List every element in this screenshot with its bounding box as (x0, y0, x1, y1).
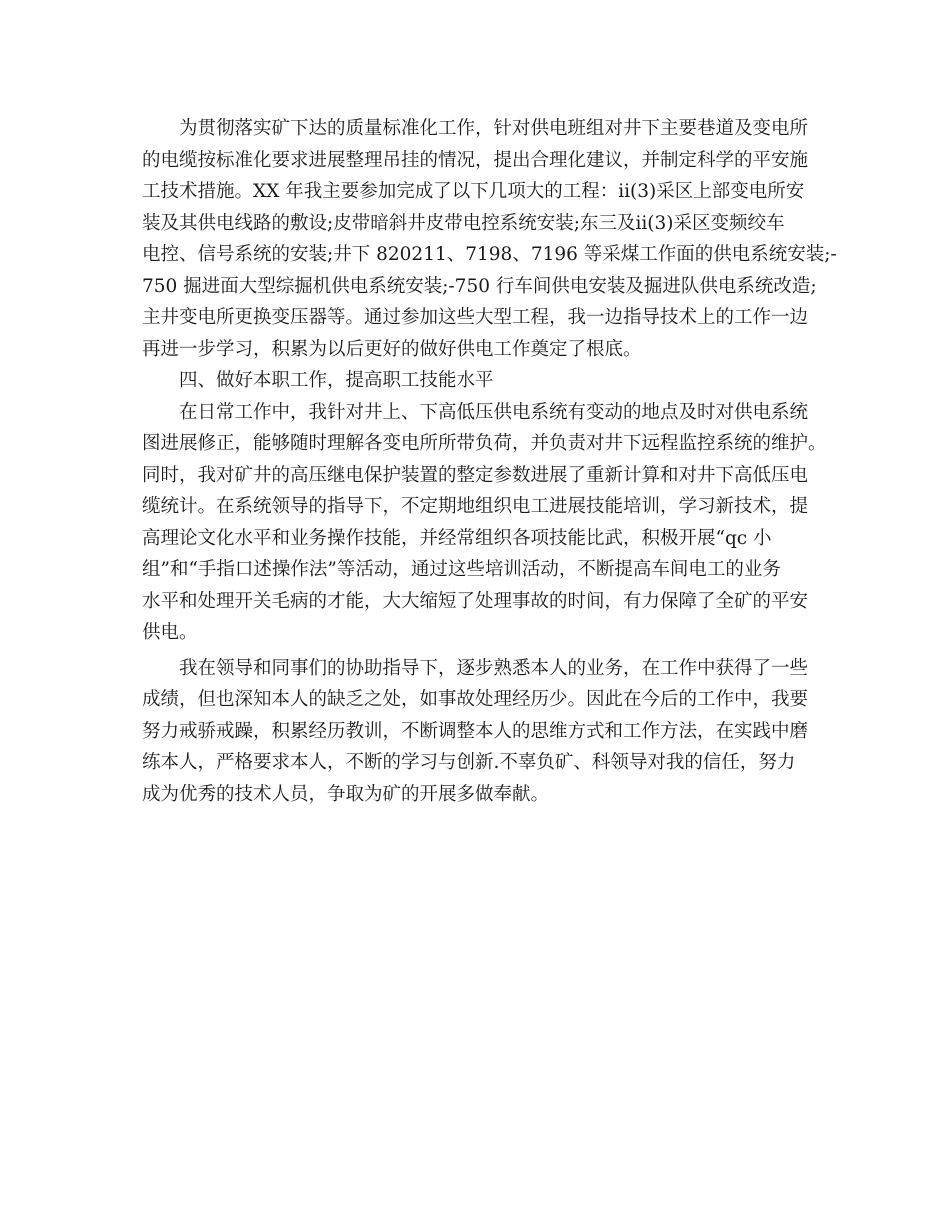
text-line: 装及其供电线路的敷设;皮带暗斜井皮带电控系统安装;东三及ⅱ(3)采区变频绞车 (142, 212, 785, 234)
text-line: 成为优秀的技术人员，争取为矿的开展多做奉献。 (142, 783, 550, 805)
text-line: 再进一步学习，积累为以后更好的做好供电工作奠定了根底。 (142, 338, 642, 360)
text-line: 练本人，严格要求本人，不断的学习与创新.不辜负矿、科领导对我的信任，努力 (142, 752, 796, 773)
paragraph (142, 113, 837, 365)
text-line: 在日常工作中，我针对井上、下高低压供电系统有变动的地点及时对供电系统 (179, 401, 809, 423)
paragraph (142, 397, 827, 649)
text-line: 水平和处理开关毛病的才能，大大缩短了处理事故的时间，有力保障了全矿的平安 (142, 590, 809, 612)
text-line: 高理论文化水平和业务操作技能，并经常组织各项技能比武，积极开展“qc 小 (142, 527, 772, 549)
text-line: 750 掘进面大型综掘机供电系统安装;-750 行车间供电安装及掘进队供电系统改造; (142, 275, 817, 297)
document-body (142, 113, 837, 810)
text-line: 主井变电所更换变压器等。通过参加这些大型工程，我一边指导技术上的工作一边 (142, 307, 809, 328)
text-line: 电控、信号系统的安装;井下 820211、7198、7196 等采煤工作面的供电系统安装;- (142, 244, 837, 265)
heading-text: 四、做好本职工作，提高职工技能水平 (179, 370, 494, 391)
text-line: 图进展修正，能够随时理解各变电所所带负荷，并负责对井下远程监控系统的维护。 (142, 433, 827, 454)
section-heading (142, 365, 808, 397)
text-line: 成绩，但也深知本人的缺乏之处，如事故处理经历少。因此在今后的工作中，我要 (142, 689, 809, 710)
text-line: 缆统计。在系统领导的指导下，不定期地组织电工进展技能培训，学习新技术，提 (142, 496, 809, 517)
text-line: 同时，我对矿井的高压继电保护装置的整定参数进展了重新计算和对井下高低压电 (142, 464, 809, 486)
text-line: 的电缆按标准化要求进展整理吊挂的情况，提出合理化建议，并制定科学的平安施 (142, 149, 809, 171)
text-line: 我在领导和同事们的协助指导下，逐步熟悉本人的业务，在工作中获得了一些 (179, 657, 809, 679)
text-line: 组”和“手指口述操作法”等活动，通过这些培训活动，不断提高车间电工的业务 (142, 559, 781, 580)
text-line: 工技术措施。XX 年我主要参加完成了以下几项大的工程：ⅱ(3)采区上部变电所安 (142, 181, 805, 202)
text-line: 为贯彻落实矿下达的质量标准化工作，针对供电班组对井下主要巷道及变电所 (179, 118, 809, 139)
paragraph (142, 653, 808, 811)
text-line: 供电。 (142, 622, 198, 643)
text-line: 努力戒骄戒躁，积累经历教训，不断调整本人的思维方式和工作方法，在实践中磨 (142, 720, 809, 742)
